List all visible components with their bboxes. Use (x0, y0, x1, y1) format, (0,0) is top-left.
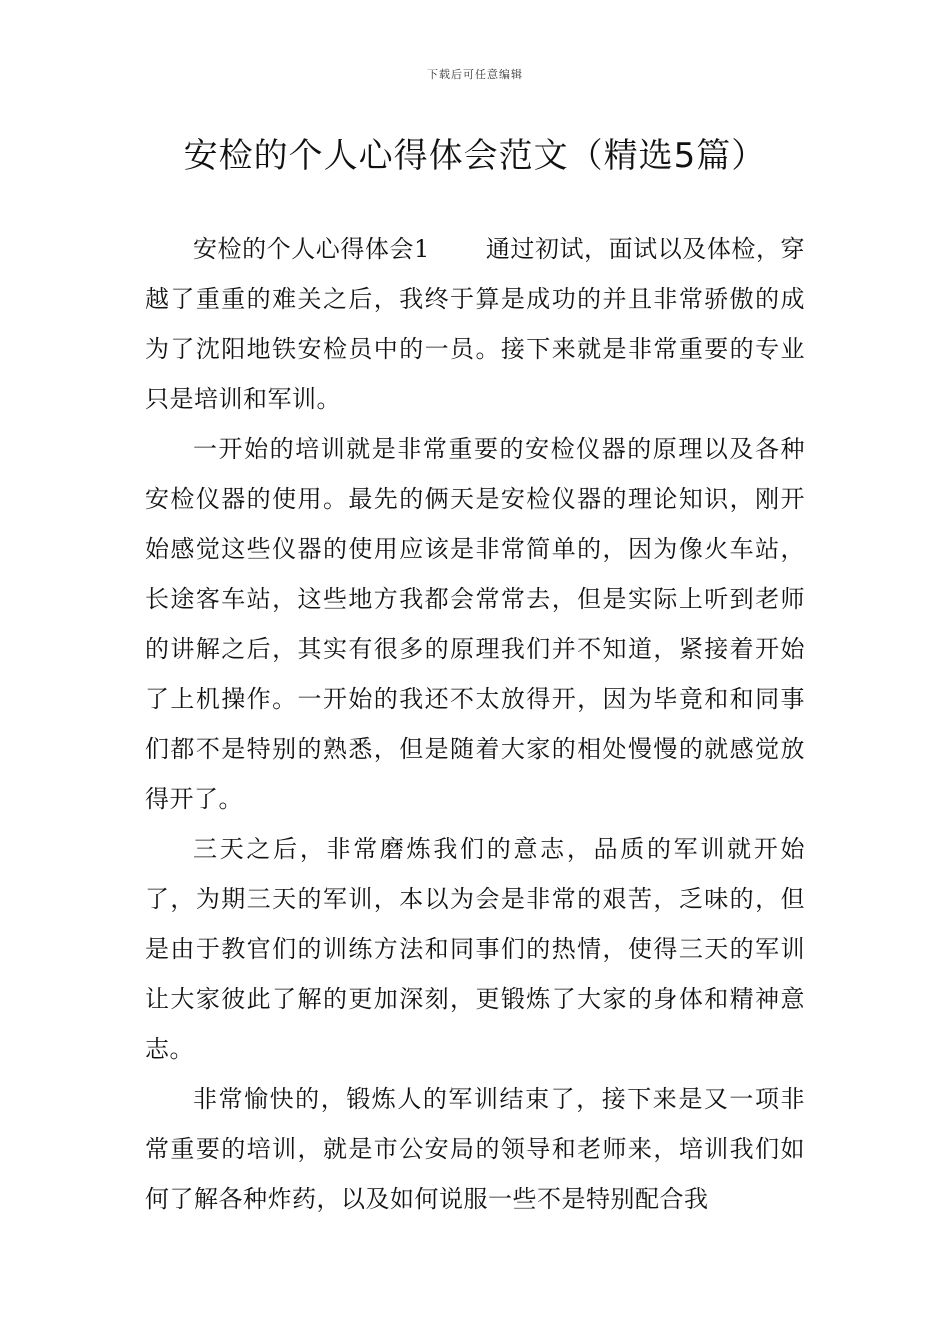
page-header-note: 下载后可任意编辑 (427, 68, 523, 81)
paragraph-1 (145, 224, 805, 424)
section-heading: 安检的个人心得体会1 (193, 235, 430, 263)
paragraph-3: 三天之后，非常磨炼我们的意志，品质的军训就开始了，为期三天的军训，本以为会是非常的艰苦，乏味的，但是由于教官们的训练方法和同事们的热情，使得三天的军训让大家彼此了解的更加深刻，更锻炼了大家的身体和精神意志。 (145, 835, 805, 1063)
document-title: 安检的个人心得体会范文（精选5篇） (183, 136, 767, 176)
paragraph-1-text: 通过初试，面试以及体检，穿越了重重的难关之后，我终于算是成功的并且非常骄傲的成为了沈阳地铁安检员中的一员。接下来就是非常重要的专业只是培训和军训。 (145, 235, 806, 413)
paragraph-4: 非常愉快的，锻炼人的军训结束了，接下来是又一项非常重要的培训，就是市公安局的领导和老师来，培训我们如何了解各种炸药，以及如何说服一些不是特别配合我 (145, 1085, 805, 1213)
document-body (145, 224, 805, 1224)
paragraph-2: 一开始的培训就是非常重要的安检仪器的原理以及各种安检仪器的使用。最先的俩天是安检仪器的理论知识，刚开始感觉这些仪器的使用应该是非常简单的，因为像火车站，长途客车站，这些地方我都会常常去，但是实际上听到老师的讲解之后，其实有很多的原理我们并不知道，紧接着开始了上机操作。一开始的我还不太放得开，因为毕竟和和同事们都不是特别的熟悉，但是随着大家的相处慢慢的就感觉放得开了。 (145, 435, 805, 813)
